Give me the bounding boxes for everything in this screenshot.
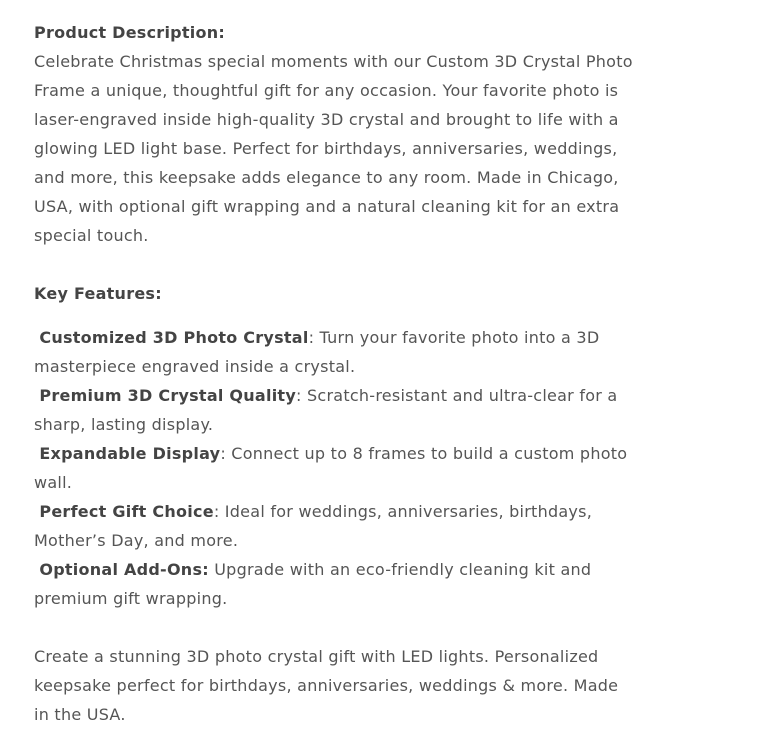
- section-spacer: [34, 250, 654, 279]
- feature-item: [34, 323, 634, 381]
- feature-title: Premium 3D Crystal Quality: [39, 386, 297, 405]
- section-spacer: [34, 308, 654, 323]
- product-description-content: [34, 18, 654, 729]
- key-features-heading: Key Features:: [34, 284, 162, 303]
- section-spacer: [34, 613, 654, 642]
- feature-text: Upgrade with an eco-friendly cleaning kit and premium gift wrapping.: [34, 560, 592, 608]
- feature-text: : Ideal for weddings, anniversaries, birthdays, Mother’s Day, and more.: [34, 502, 593, 550]
- feature-item: [34, 381, 634, 439]
- feature-text: : Connect up to 8 frames to build a custom photo wall.: [34, 444, 628, 492]
- feature-text: : Scratch-resistant and ultra-clear for a sharp, lasting display.: [34, 386, 618, 434]
- feature-item: [34, 497, 634, 555]
- feature-text: : Turn your favorite photo into a 3D masterpiece engraved inside a crystal.: [34, 328, 600, 376]
- feature-title: Expandable Display: [39, 444, 221, 463]
- feature-item: [34, 555, 634, 613]
- summary-text: Create a stunning 3D photo crystal gift with LED lights. Personalized keepsake perfect for birthdays, anniversaries, weddings & more. Made in the USA.: [34, 647, 619, 724]
- feature-title: Perfect Gift Choice: [39, 502, 214, 521]
- feature-title: Optional Add-Ons:: [39, 560, 209, 579]
- product-description-text: Celebrate Christmas special moments with our Custom 3D Crystal Photo Frame a unique, thoughtful gift for any occasion. Your favorite photo is laser-engraved inside high-quality 3D crystal and brought to life with a glowing LED light base. Perfect for birthdays, anniversaries, weddings, and more, this keepsake adds elegance to any room. Made in Chicago, USA, with optional gift wrapping and a natural cleaning kit for an extra special touch.: [34, 52, 633, 245]
- feature-title: Customized 3D Photo Crystal: [39, 328, 309, 347]
- product-description-heading: Product Description:: [34, 23, 226, 42]
- feature-item: [34, 439, 634, 497]
